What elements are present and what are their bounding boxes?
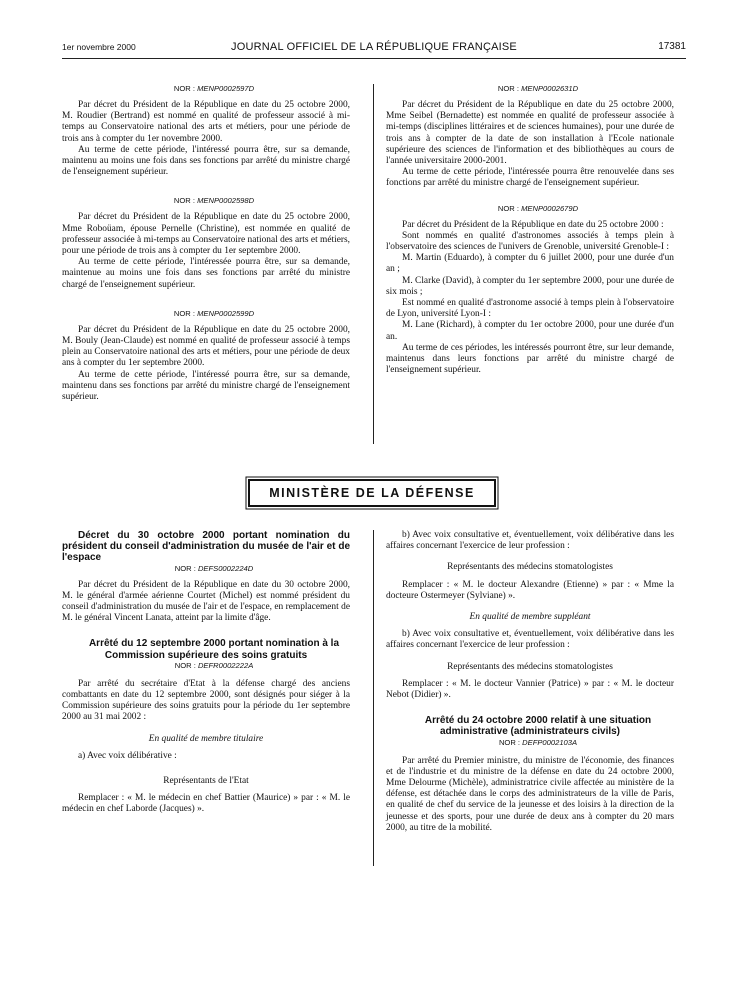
column-divider-bottom — [373, 530, 374, 866]
notice-paragraph: Est nommé en qualité d'astronome associé à temps plein à l'observatoire de Lyon, université Lyon-I : — [386, 298, 674, 320]
item-b: b) Avec voix consultative et, éventuellement, voix délibérative dans les affaires concernant l'exercice de leur profession : — [386, 530, 674, 552]
notice-paragraph: Au terme de cette période, l'intéressée pourra être, sur sa demande, maintenue au moins une fois dans ses fonctions par arrêté du ministre chargé de l'enseignement supérieur. — [62, 257, 350, 290]
item-a: a) Avec voix délibérative : — [78, 750, 177, 761]
decret-paragraph: Par décret du Président de la République en date du 30 octobre 2000, M. le général d'armée aérienne Courtet (Michel) est nommé président du conseil d'administration du musée de l'air et de l'espace, en remplacement de M. le général Vincent Lanata, atteint par la limite d'âge. — [62, 579, 350, 624]
decret-title: Décret du 30 octobre 2000 portant nomination du président du conseil d'administration du musée de l'air et de l'espace — [62, 530, 350, 564]
notice-paragraph: Au terme de ces périodes, les intéressés pourront être, sur leur demande, maintenus dans leurs fonctions par arrêté du ministre chargé de l'enseignement supérieur. — [386, 342, 674, 376]
notice-1 — [62, 84, 350, 178]
nor-line: NOR : MENP0002631D — [497, 84, 579, 93]
notice-paragraph: Par décret du Président de la République en date du 25 octobre 2000 : — [402, 219, 664, 230]
notice-paragraph: Par décret du Président de la République en date du 25 octobre 2000, M. Roudier (Bertrand) est nommé en qualité de professeur associé à mi-temps au Conservatoire national des arts et métiers, pour une période de trois ans à compter du 1er novembre 2000. — [62, 100, 350, 144]
header-rule — [62, 58, 686, 59]
arrete-2-title: Arrêté du 24 octobre 2000 relatif à une situation administrative (administrateurs civils) — [424, 715, 652, 738]
bottom-right-column — [386, 530, 674, 834]
page-header — [62, 40, 686, 56]
remplacer-paragraph: Remplacer : « M. le docteur Vannier (Patrice) » par : « M. le docteur Nebot (Didier) ». — [386, 678, 674, 701]
nor-line: NOR : MENP0002679D — [497, 203, 579, 213]
ministry-heading-box — [248, 479, 496, 507]
notice-paragraph: Au terme de cette période, l'intéressé pourra être, sur sa demande, maintenu au moins une fois dans ses fonctions par arrêté du ministre chargé de l'enseignement supérieur. — [62, 144, 350, 178]
remplacer-paragraph: Remplacer : « M. le médecin en chef Battier (Maurice) » par : « M. le médecin en chef Laborde (Jacques) ». — [62, 793, 350, 815]
remplacer-paragraph: Remplacer : « M. le docteur Alexandre (Etienne) » par : « Mme la docteure Ostermeyer (Sylviane) ». — [386, 579, 674, 601]
nor-line: NOR : DEFP0002103A — [498, 737, 578, 747]
header-page-number: 17381 — [658, 41, 686, 52]
nor-line: NOR : MENP0002597D — [173, 84, 255, 93]
ministry-heading: MINISTÈRE DE LA DÉFENSE — [269, 486, 475, 500]
notice-paragraph: M. Martin (Eduardo), à compter du 6 juillet 2000, pour une durée d'un an ; — [386, 253, 674, 275]
notice-3 — [62, 309, 350, 403]
notice-4 — [386, 84, 674, 190]
notice-paragraph: M. Clarke (David), à compter du 1er septembre 2000, pour une durée de six mois ; — [386, 275, 674, 297]
item-b: b) Avec voix consultative et, éventuellement, voix délibérative dans les affaires concernant l'exercice de leur profession : — [386, 629, 674, 651]
notice-5 — [386, 204, 674, 377]
arrete-2-paragraph: Par arrêté du Premier ministre, du ministre de l'économie, des finances et de l'industrie et du ministre de la défense en date du 24 octobre 2000, Mme Delourme (Michèle), administratrice civile affectée au ministère de la défense, est détachée dans le corps des administrateurs de la ville de Paris, en qualité de chef du service de la jeunesse et des loisirs à la direction de la jeunesse et des sports, pour une durée de deux ans à compter du 20 mars 2000, au titre de la mobilité. — [386, 755, 674, 833]
notice-paragraph: Par décret du Président de la République en date du 25 octobre 2000, Mme Roboüam, épouse Pernelle (Christine), est nommée en qualité de professeur associée à mi-temps au Conservatoire national des arts et métiers, pour une période de trois ans à compter du 1er septembre 2000. — [62, 212, 350, 257]
representants-stomatologistes: Représentants des médecins stomatologistes — [447, 562, 613, 573]
header-date: 1er novembre 2000 — [62, 42, 136, 52]
qualite-titulaire: En qualité de membre titulaire — [148, 733, 264, 744]
nor-line: NOR : MENP0002598D — [173, 196, 255, 206]
notice-paragraph: Par décret du Président de la République en date du 25 octobre 2000, M. Bouly (Jean-Claude) est nommé en qualité de professeur associé à temps plein au Conservatoire national des arts et métiers, pour une période de deux ans à compter du 1er septembre 2000. — [62, 324, 350, 369]
bottom-left-column — [62, 530, 350, 816]
nor-line: NOR : DEFR0002222A — [174, 660, 254, 670]
notice-2 — [62, 196, 350, 290]
notice-paragraph: Au terme de cette période, l'intéressé pourra être, sur sa demande, maintenu dans ses fonctions par arrêté du ministre chargé de l'enseignement supérieur. — [62, 369, 350, 403]
representants-stomatologistes: Représentants des médecins stomatologistes — [447, 661, 613, 672]
arrete-paragraph: Par arrêté du secrétaire d'Etat à la défense chargé des anciens combattants en date du 12 septembre 2000, sont désignés pour siéger à la Commission supérieure des soins gratuits pour la période du 1er septembre 2000 au 31 mai 2002 : — [62, 678, 350, 723]
top-right-column — [386, 84, 674, 376]
header-journal-title: JOURNAL OFFICIEL DE LA RÉPUBLIQUE FRANÇAISE — [231, 41, 517, 53]
notice-paragraph: Par décret du Président de la République en date du 25 octobre 2000, Mme Seibel (Bernadette) est nommée en qualité de professeur associée à mi-temps (disciplines littéraires et de sciences humaines), pour une durée de trois ans à compter de la date de son installation à l'Ecole nationale supérieure des sciences de l'information et des bibliothèques au cours de l'année universitaire 2000-2001. — [386, 100, 674, 167]
qualite-suppleant: En qualité de membre suppléant — [469, 612, 591, 623]
notice-paragraph: Au terme de cette période, l'intéressée pourra être renouvelée dans ses fonctions par arrêté du ministre chargé de l'enseignement supérieur. — [386, 167, 674, 189]
representants-etat: Représentants de l'Etat — [163, 776, 249, 787]
column-divider-top — [373, 84, 374, 444]
top-left-column — [62, 84, 350, 403]
arrete-title: Arrêté du 12 septembre 2000 portant nomination à la Commission supérieure des soins gratuits — [88, 638, 340, 661]
notice-paragraph: M. Lane (Richard), à compter du 1er octobre 2000, pour une durée d'un an. — [386, 320, 674, 342]
nor-line: NOR : DEFS0002224D — [174, 563, 254, 573]
notice-paragraph: Sont nommés en qualité d'astronomes associés à temps plein à l'observatoire des sciences de l'univers de Grenoble, université Grenoble-I : — [386, 230, 674, 253]
nor-line: NOR : MENP0002599D — [173, 308, 255, 318]
